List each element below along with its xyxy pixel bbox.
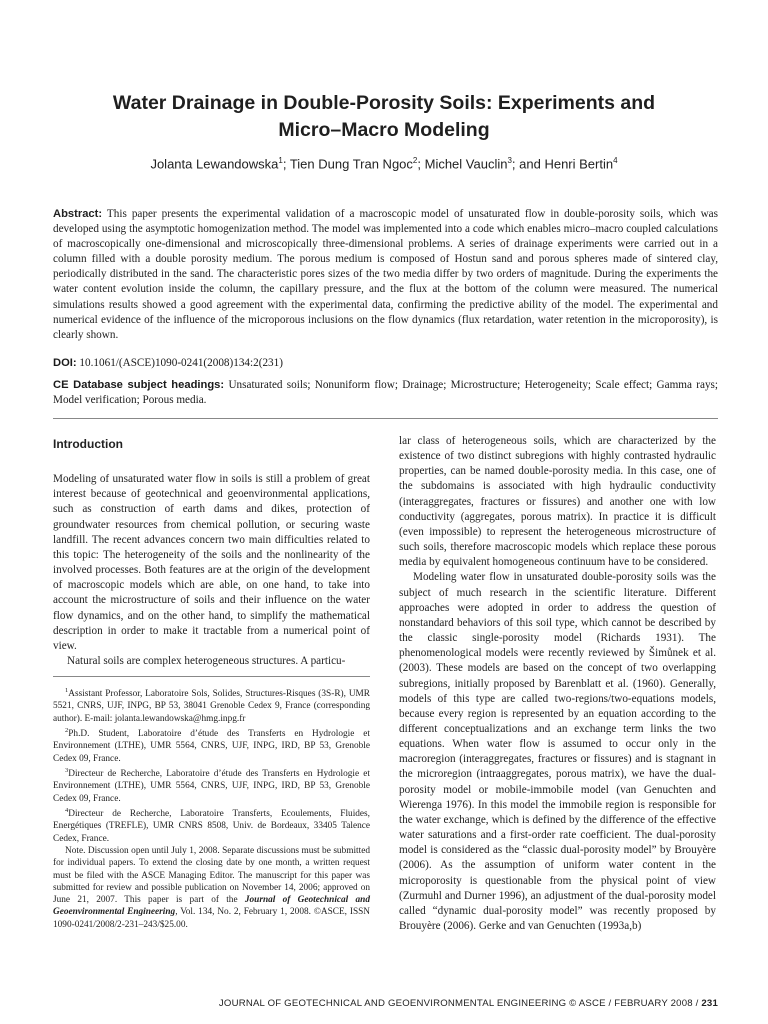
footnote-text: Ph.D. Student, Laboratoire d’étude des Transferts en Hydrologie et Environnement (LTHE), UMR 5564, CNRS, UJF, INPG, IRD, BP 53, Grenoble Cedex 09, France.	[53, 729, 370, 764]
title-line-2: Micro–Macro Modeling	[278, 119, 490, 141]
intro-paragraph: Natural soils are complex heterogeneous structures. A particu-	[67, 655, 346, 668]
body-paragraph: lar class of heterogeneous soils, which are characterized by the existence of two distinct subregions with highly contrasted hydraulic properties, can be named double-porosity media. In this case, one of the subdomains is associated with high hydraulic conductivity (interaggregates, fractures or fissures) and another one with low conductivity (aggregates, porous matrix). In practice it is difficult (even impossible) to represent the heterogeneous microstructure of such soils, therefore macroscopic models which replace these porous media by equivalent homogeneous continuum have to be considered.	[399, 435, 716, 569]
footnote	[53, 685, 370, 725]
footnotes	[53, 676, 370, 931]
subject-headings-label: CE Database subject headings:	[53, 379, 225, 391]
body-paragraph: Modeling water flow in unsaturated double-porosity soils was the subject of much research in the scientific literature. Different approaches were adopted in order to address the question of nonstandard behaviors of this soil type, which cannot be described by the classic single-porosity model (Richards 1931). The phenomenological models were recently reviewed by Šimůnek et al. (2003). These models are based on the concept of two overlapping subregions, initially proposed by Barenblatt et al. (1960). Generally, models of this type are called two-regions/two-equations models, because every region is represented by an equation according to the different conceptualizations and an exchange term links the two equations. When water flow is assumed to occur only in the macroregion (interaggregates, fractures or fissures) and is stagnant in the microregion (intraaggregates, porous matrix), we have the dual-porosity model or mobile-immobile model (van Genuchten and Wierenga 1976). In this model the immobile region is responsible for the water exchange, which is defined by the difference of the effective water saturations and a first-order rate coefficient. The dual-porosity model is considered as the “classic dual-porosity model” by Brouyère (2006). As the assumption of uniform water content in the microporosity is questionable from the physical point of view (Zurmuhl and Durner 1996), an adjustment of the dual-porosity model called “dynamic dual-porosity model” was recently proposed by Brouyère (2006). Gerke and van Genuchten (1993a,b)	[399, 571, 716, 932]
footnote-mark: 3	[65, 766, 69, 774]
author-separator: ; and	[511, 156, 545, 172]
doi-value[interactable]: 10.1061/(ASCE)1090-0241(2008)134:2(231)	[79, 357, 283, 369]
page-number: 231	[701, 998, 718, 1009]
paper-title	[40, 90, 728, 144]
author-affiliation-mark: 3	[507, 156, 512, 165]
footnote-text: Directeur de Recherche, Laboratoire d’étude des Transferts en Hydrologie et Environnement (LTHE), UMR 5564, CNRS, UJF, INPG, IRD, BP 53, Grenoble Cedex 09, France.	[53, 769, 370, 804]
doi-label: DOI:	[53, 357, 77, 369]
footnote	[53, 725, 370, 765]
abstract-label: Abstract:	[53, 208, 103, 220]
note-text-end: , Vol. 134, No. 2, February 1, 2008. ©ASCE, ISSN 1090-0241/2008/2-231–243/$25.00.	[53, 907, 370, 930]
introduction-heading: Introduction	[53, 437, 123, 451]
author-affiliation-mark: 2	[412, 156, 418, 165]
abstract-text: This paper presents the experimental validation of a macroscopic model of unsaturated flow in double-porosity soils, which was developed using the asymptotic homogenization method. The model was implemented into a code which enables micro–macro coupled calculations of macroscopically one-dimensional and microscopically three-dimensional problems. A series of drainage experiments were carried out in a column filled with a double porosity medium. The porous medium is composed of Hostun sand and porous spheres made of sintered clay, periodically distributed in the sand. The characteristic pores sizes of the two media differ by two orders of magnitude. During the experiments the water content evolution inside the column, the capillary pressure, and the flux at the bottom of the column were measured. The numerical simulations results showed a good agreement with the experimental data, confirming the predictive ability of the model. The experimental and numerical evidence of the influence of the microporous inclusions on the flow dynamics (flux retardation, water retention in the microporosity), is clearly shown.	[53, 208, 718, 341]
footnote	[53, 765, 370, 805]
note-text: Note. Discussion open until July 1, 2008. Separate discussions must be submitted for individual papers. To extend the closing date by one month, a written request must be filed with the ASCE Managing Editor. The manuscript for this paper was submitted for review and possible publication on November 14, 2006; approved on June 21, 2007. This paper is part of the	[53, 845, 370, 906]
footnote-mark: 4	[65, 806, 69, 814]
right-column	[399, 434, 716, 934]
title-line-1: Water Drainage in Double-Porosity Soils: Experiments and	[112, 92, 656, 114]
author-separator: ;	[417, 156, 425, 172]
left-column	[53, 434, 370, 669]
author-name: Henri Bertin	[544, 156, 614, 172]
footnote-text: Assistant Professor, Laboratoire Sols, Solides, Structures-Risques (3S-R), UMR 5521, CNRS, UJF, INPG, BP 53, 38041 Grenoble Cedex 9, France (corresponding author). E-mail: jolanta.lewandowska@hmg.inpg.fr	[53, 689, 370, 724]
intro-paragraph: Modeling of unsaturated water flow in soils is still a problem of great interest because of geotechnical and geoenvironmental applications, such as construction of earth dams and dikes, protection of groundwater resources from chemical pollution, or securing waste landfill. The recent advances concern two main difficulties related to this topic: The heterogeneity of the soils and the nonlinearity of the involved processes. Both features are at the origin of the development of macroscopic models which are able, on one hand, to take into account the microstructure of soils and their influence on the water flow dynamics, and on the other hand, to simplify the mathematical description in order to make it tractable from a numerical point of view.	[53, 473, 370, 652]
author-name: Tien Dung Tran Ngoc	[289, 156, 413, 172]
footnote-mark: 1	[65, 687, 69, 694]
author-affiliation-mark: 4	[613, 156, 618, 165]
section-divider	[53, 418, 718, 419]
abstract	[53, 207, 718, 343]
doi-line	[53, 357, 718, 369]
journal-name: Journal of Geotechnical and Geoenvironmental Engineering	[53, 895, 371, 918]
author-separator: ;	[282, 156, 290, 172]
subject-headings-value: Unsaturated soils; Nonuniform flow; Drainage; Microstructure; Heterogeneity; Scale effect; Gamma rays; Model verification; Porous media.	[53, 379, 718, 407]
author-name: Jolanta Lewandowska	[150, 156, 279, 172]
footnote-mark: 2	[65, 726, 69, 734]
author-affiliation-mark: 1	[278, 156, 283, 165]
subject-headings	[53, 378, 718, 408]
footnote-text: Directeur de Recherche, Laboratoire Transferts, Ecoulements, Fluides, Energétiques (TREFLE), UMR CNRS 8508, Univ. de Bordeaux, 33405 Talence Cedex, France.	[53, 809, 370, 844]
footnote	[53, 805, 370, 845]
author-name: Michel Vauclin	[424, 156, 508, 172]
footer-journal: JOURNAL OF GEOTECHNICAL AND GEOENVIRONMENTAL ENGINEERING © ASCE / FEBRUARY 2008 /	[218, 998, 702, 1009]
page-footer	[53, 998, 718, 1009]
discussion-note	[53, 845, 370, 931]
author-list	[40, 156, 728, 171]
